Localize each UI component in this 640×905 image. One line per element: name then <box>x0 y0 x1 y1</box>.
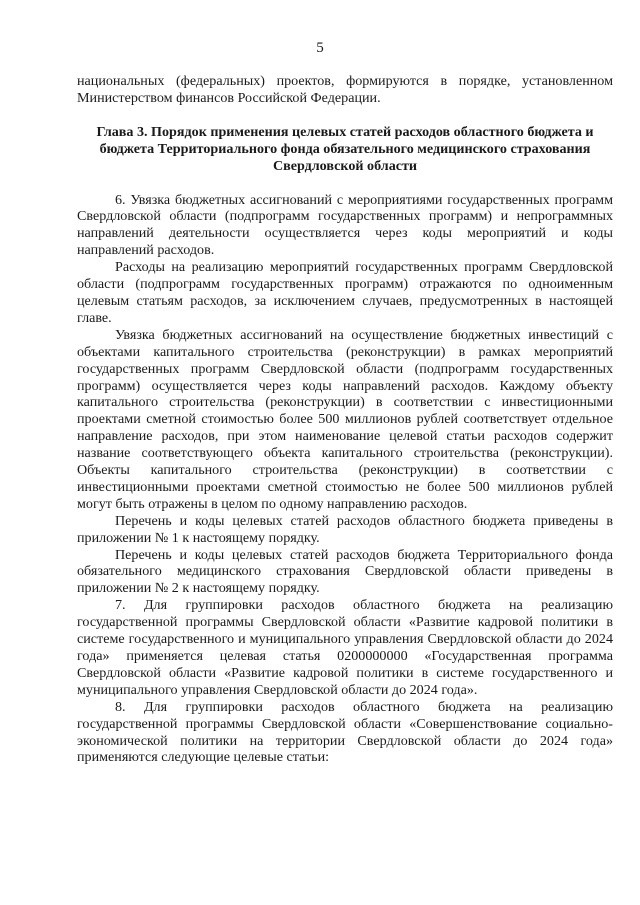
paragraph-expenses: Расходы на реализацию мероприятий государственных программ Свердловской области (подпрограмм государственных программ) отражаются по одноименным целевым статьям расходов, за исключением случаев, предусмотренных в настоящей главе. <box>77 259 613 326</box>
chapter-heading: Глава 3. Порядок применения целевых статей расходов областного бюджета и бюджета Территориального фонда обязательного медицинского страхования Свердловской области <box>96 123 594 174</box>
paragraph-appendix-1: Перечень и коды целевых статей расходов областного бюджета приведены в приложении № 1 к настоящему порядку. <box>77 512 613 546</box>
paragraph-item-7: 7. Для группировки расходов областного бюджета на реализацию государственной программы Свердловской области «Развитие кадровой политики в системе государственного и муниципального управления Свердловской области до 2024 года» применяется целевая статья 0200000000 «Государственная программа Свердловской области «Развитие кадровой политики в системе государственного и муниципального управления Свердловской области до 2024 года». <box>77 597 613 698</box>
paragraph-item-8: 8. Для группировки расходов областного бюджета на реализацию государственной программы Свердловской области «Совершенствование социально-экономической политики на территории Свердловской области до 2024 года» применяются следующие целевые статьи: <box>77 698 613 766</box>
paragraph-investments: Увязка бюджетных ассигнований на осуществление бюджетных инвестиций с объектами капитального строительства (реконструкции) в рамках мероприятий государственных программ Свердловской области (подпрограмм государственных программ) осуществляется через коды направлений расходов. Каждому объекту капитального строительства (реконструкции) в соответствии с инвестиционными проектами сметной стоимостью более 500 миллионов рублей соответствует отдельное направление расходов, при этом наименование целевой статьи расходов содержит название соответствующего объекта капитального строительства (реконструкции). Объекты капитального строительства (реконструкции) в соответствии с инвестиционными проектами сметной стоимостью не более 500 миллионов рублей могут быть отражены в целом по одному направлению расходов. <box>77 326 613 512</box>
document-body <box>77 73 613 766</box>
paragraph-item-6: 6. Увязка бюджетных ассигнований с мероприятиями государственных программ Свердловской области (подпрограмм государственных программ) и непрограммных направлений деятельности осуществляется через коды мероприятий и коды направлений расходов. <box>77 191 613 259</box>
paragraph-appendix-2: Перечень и коды целевых статей расходов бюджета Территориального фонда обязательного медицинского страхования Свердловской области приведены в приложении № 2 к настоящему порядку. <box>77 546 613 597</box>
paragraph-continuation: национальных (федеральных) проектов, формируются в порядке, установленном Министерством финансов Российской Федерации. <box>77 73 613 106</box>
page-number: 5 <box>316 40 324 56</box>
